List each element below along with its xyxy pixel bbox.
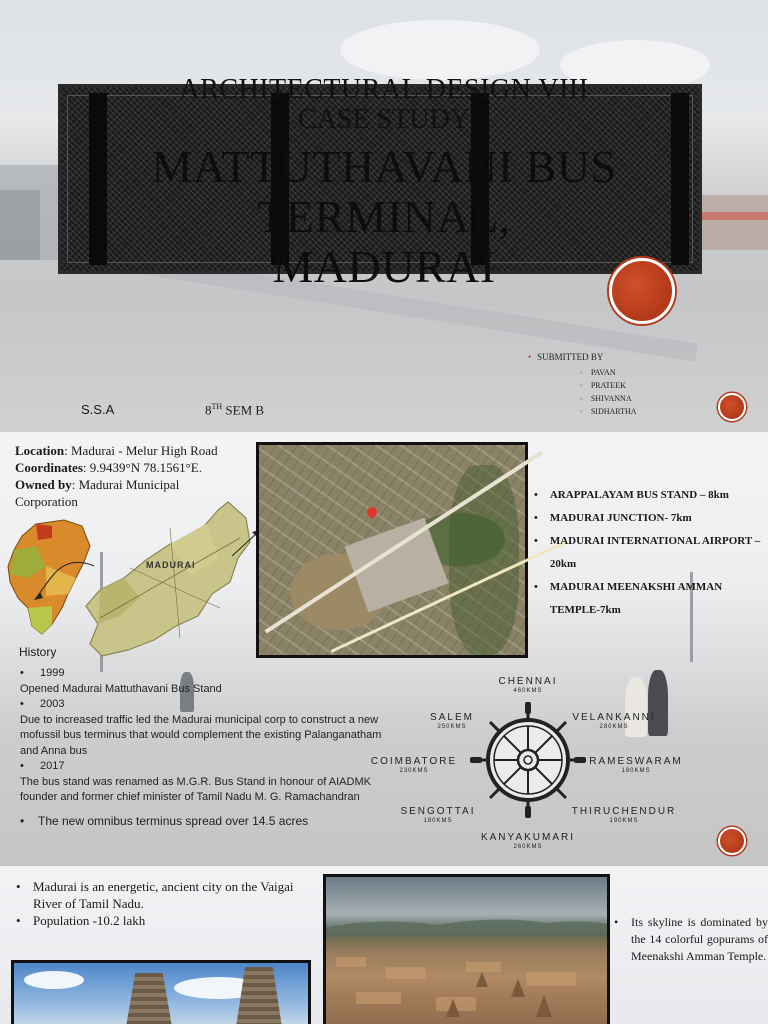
highlighted-district <box>36 524 52 540</box>
distance-item: • ARAPPALAYAM BUS STAND – 8km <box>534 484 764 507</box>
history-year: • 2003 <box>20 697 382 713</box>
city-rameswaram <box>582 756 690 774</box>
distance-list <box>534 484 764 622</box>
location-pin-icon <box>365 505 379 519</box>
city-distance: 280KMS <box>599 724 629 730</box>
history-text: Due to increased traffic led the Madurai municipal corp to construct a new mofussil bus terminus that would complement the existing Palanganatham and Anna bus <box>20 713 382 757</box>
city-blocks <box>336 957 576 1011</box>
city-facts <box>16 878 316 929</box>
city-distance: 260KMS <box>513 844 543 850</box>
city-name: THIRUCHENDUR <box>571 806 677 817</box>
school-label: S.S.A <box>81 402 115 417</box>
submitted-by-label: • SUBMITTED BY <box>528 352 603 362</box>
title-slide <box>0 0 768 432</box>
coordinates-value: : 9.9439°N 78.1561°E. <box>82 460 202 475</box>
wheel-hub <box>518 750 538 770</box>
distance-item: • MADURAI INTERNATIONAL AIRPORT – 20km <box>534 530 764 576</box>
map-connector-arrow <box>30 556 100 606</box>
hills <box>326 919 610 937</box>
connector-line <box>232 532 258 556</box>
owned-by-value: : Madurai Municipal Corporation <box>15 477 180 509</box>
city-kanyakumari <box>474 832 582 850</box>
owned-by-label: Owned by <box>15 477 72 492</box>
connectivity-wheel <box>370 672 690 860</box>
gopuram-tower <box>236 967 282 1024</box>
cloud <box>340 20 540 80</box>
student-names <box>580 366 637 418</box>
main-title-line: MADURAI <box>272 241 496 292</box>
distance-item: • MADURAI JUNCTION- 7km <box>534 507 764 530</box>
city-name: COIMBATORE <box>370 756 458 767</box>
city-slide <box>0 866 768 1024</box>
city-sengottai <box>398 806 478 824</box>
city-distance: 180KMS <box>423 818 453 824</box>
map-bus-terminal <box>345 518 449 613</box>
city-name: SALEM <box>430 712 474 723</box>
location-value: : Madurai - Melur High Road <box>64 443 218 458</box>
semester-label <box>205 402 264 418</box>
connector-curve <box>38 562 94 596</box>
ship-wheel-icon <box>470 702 586 818</box>
city-fact: • Population -10.2 lakh <box>16 912 316 929</box>
submitted-by-heading <box>528 352 603 362</box>
city-name: VELANKANNI <box>572 712 656 723</box>
coordinates-label: Coordinates <box>15 460 83 475</box>
semester-number: 8 <box>205 402 212 418</box>
city-coimbatore <box>366 756 462 774</box>
satellite-map <box>256 442 528 658</box>
gopuram-tower <box>126 973 172 1024</box>
history-text: Opened Madurai Mattuthavani Bus Stand <box>20 682 222 695</box>
student-name: ◦ PRATEEK <box>580 379 637 392</box>
location-slide <box>0 432 768 866</box>
history-text: The bus stand was renamed as M.G.R. Bus Stand in honour of AIADMK founder and former chief minister of Tamil Nadu M. G. Ramachandran <box>20 775 371 803</box>
history-year: • 2017 <box>20 759 382 775</box>
distance-item: • MADURAI MEENAKSHI AMMAN TEMPLE-7km <box>534 576 764 622</box>
photo-cloud <box>24 971 84 989</box>
decor-circle-small <box>718 827 746 855</box>
history-heading: History <box>19 645 57 659</box>
madurai-district-map <box>80 498 256 658</box>
city-name: RAMESWARAM <box>589 756 683 767</box>
city-distance: 190KMS <box>609 818 639 824</box>
city-distance: 460KMS <box>513 688 543 694</box>
district-label: MADURAI <box>146 560 196 570</box>
city-fact: • Madurai is an energetic, ancient city on the Vaigai River of Tamil Nadu. <box>16 878 316 912</box>
student-name: ◦ SIDHARTHA <box>580 405 637 418</box>
city-chennai <box>488 676 568 694</box>
city-name: SENGOTTAI <box>400 806 476 817</box>
student-name: ◦ PAVAN <box>580 366 637 379</box>
decor-circle-large <box>609 258 675 324</box>
case-study-label: CASE STUDY <box>298 104 470 135</box>
history-list <box>20 666 382 829</box>
city-name: CHENNAI <box>498 676 558 687</box>
main-title-line: TERMINAL, <box>257 191 511 242</box>
student-name: ◦ SHIVANNA <box>580 392 637 405</box>
aerial-view-art <box>326 877 610 1024</box>
aerial-city-photo <box>323 874 610 1024</box>
main-title-line: MATTUTHAVANI BUS <box>151 141 617 192</box>
temple-photo <box>11 960 311 1024</box>
map-vegetation <box>449 465 519 655</box>
skyline-description <box>614 914 768 965</box>
history-year: • 1999 <box>20 666 382 682</box>
semester-rest: SEM B <box>222 402 265 418</box>
skyline-fact: • Its skyline is dominated by the 14 colorful gopurams of Meenakshi Amman Temple. <box>614 914 768 965</box>
city-distance: 180KMS <box>621 768 651 774</box>
course-title: ARCHITECTURAL DESIGN VIII <box>179 74 589 105</box>
city-name: KANYAKUMARI <box>480 832 576 843</box>
location-label: Location <box>15 443 65 458</box>
map-region <box>28 606 52 634</box>
city-distance: 250KMS <box>437 724 467 730</box>
city-distance: 230KMS <box>399 768 429 774</box>
decor-circle-small <box>718 393 746 421</box>
arrow-head <box>34 592 43 600</box>
semester-suffix: TH <box>211 402 223 411</box>
area-bullet: • The new omnibus terminus spread over 14.5 acres <box>20 814 382 830</box>
